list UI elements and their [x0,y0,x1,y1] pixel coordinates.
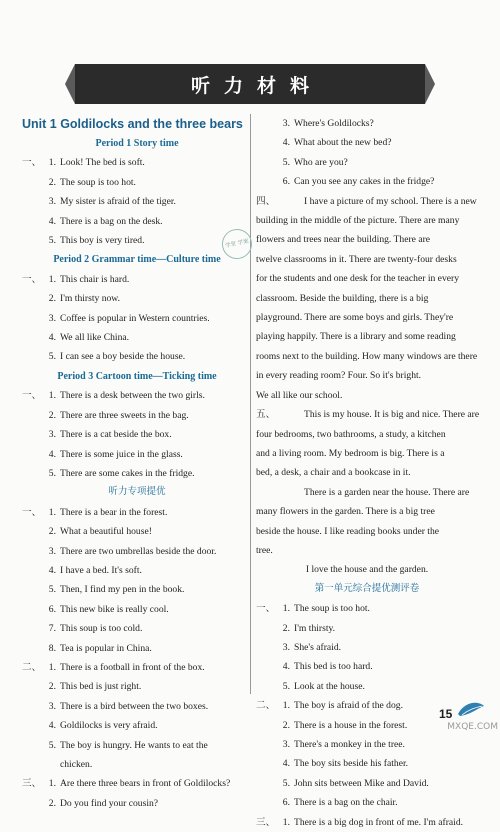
item-number: 4. [282,758,290,770]
section-marker: 二、 [256,700,276,712]
exercise-item [256,619,478,638]
item-text: There is a bear in the forest. [60,506,168,518]
exercise-list [22,658,252,755]
paragraph-line: building in the middle of the picture. There are many [256,215,460,227]
paragraph-line: classroom. Beside the building, there is a big [256,292,429,304]
item-number: 5. [48,584,56,596]
item-text: This bed is just right. [60,681,142,693]
exercise-item [22,794,252,813]
item-number: 4. [282,661,290,673]
item-text: Coffee is popular in Western countries. [60,312,210,324]
exercise-item [256,793,478,812]
item-number: 2. [282,719,290,731]
exercise-item [22,153,252,172]
item-number: 5. [282,680,290,692]
exercise-item [22,347,252,366]
section-marker [256,793,270,812]
item-text: My sister is afraid of the tiger. [60,196,176,208]
item-text: There is a house in the forest. [294,719,408,731]
section-marker: 三、 [22,778,42,790]
section-marker [22,561,36,580]
section-marker [22,328,36,347]
section-marker: 一、 [22,157,42,169]
item-number: 5. [48,467,56,479]
exercise-item [22,406,252,425]
item-number: 6. [282,176,290,188]
item-number: 2. [48,797,56,809]
section-marker [22,192,36,211]
exercise-item [22,328,252,347]
item-number: 3. [48,196,56,208]
item-text: This bed is too hard. [294,661,373,673]
item-text: Where's Goldilocks? [294,118,374,129]
section-marker [22,212,36,231]
exercise-item [22,425,252,444]
section-marker [22,542,36,561]
item-text: Look at the house. [294,680,365,692]
exercise-item [22,677,252,696]
header-banner [75,64,425,104]
section-marker: 五、 [256,409,276,421]
item-text: There is a bag on the chair. [294,797,398,809]
item-number: 2. [48,176,56,188]
item-number: 5. [48,739,56,751]
section-marker [22,580,36,599]
section-marker [22,677,36,696]
item-number: 1. [48,390,56,402]
item-number: 1. [48,506,56,518]
leaf-logo-icon [456,700,486,720]
item-text: I have a bed. It's soft. [60,564,142,576]
section-marker [22,619,36,638]
item-number: 2. [48,526,56,538]
section-marker: 二、 [22,661,42,673]
item-text: Then, I find my pen in the book. [60,584,185,596]
exercise-list [22,270,252,367]
item-number: 5. [282,156,290,168]
paragraph-line: playground. There are some boys and girls. They're [256,312,454,324]
item-number: 6. [48,603,56,615]
section-marker [22,425,36,444]
section-marker [22,639,36,658]
item-text: The boy sits beside his father. [294,758,409,770]
exercise-item [22,580,252,599]
section-marker: 一、 [22,273,42,285]
page-number: 15 [439,707,453,721]
exercise-list [256,114,478,192]
section-marker [256,677,270,696]
item-number: 1. [282,700,290,712]
item-text: There is a cat beside the box. [60,429,172,441]
line-continuation: chicken. [60,759,93,770]
item-text: I can see a boy beside the house. [60,351,186,363]
paragraph-line: playing happily. There is a library and some reading [256,331,456,343]
item-text: Do you find your cousin? [60,797,159,809]
period-heading: Period 1 Story time [95,138,179,149]
exercise-item [22,231,252,250]
exercise-item [256,638,478,657]
period-heading: Period 2 Grammar time—Culture time [53,254,221,266]
section-marker: 一、 [22,390,42,402]
section-marker: 三、 [256,816,276,828]
item-number: 2. [48,409,56,421]
section-marker [256,657,270,676]
item-text: The boy is afraid of the dog. [294,700,403,712]
item-text: This chair is hard. [60,273,130,285]
item-number: 4. [48,720,56,732]
item-number: 3. [48,700,56,712]
exercise-list [256,813,478,832]
section-marker [22,445,36,464]
paragraph-line: four bedrooms, two bathrooms, a study, a kitchen [256,428,446,440]
exercise-item [22,445,252,464]
paragraph-line: I have a picture of my school. There is a new [304,195,477,207]
exercise-item [256,153,478,172]
item-number: 3. [282,118,290,129]
paragraph-four [256,192,478,405]
item-number: 4. [48,448,56,460]
exercise-list [22,153,252,250]
paragraph-five [256,405,478,580]
item-number: 1. [282,603,290,615]
section-marker [256,619,270,638]
item-number: 1. [48,273,56,285]
exercise-item [256,133,478,152]
unit-title: Unit 1 Goldilocks and the three bears [22,117,243,131]
section-marker [22,289,36,308]
item-number: 8. [48,642,56,654]
item-text: What a beautiful house! [60,526,152,538]
paragraph-line: rooms next to the building. How many windows are there [256,350,478,362]
item-text: Are there three bears in front of Goldilocks? [60,778,231,790]
section-marker [22,736,36,755]
item-number: 3. [282,739,290,750]
section-marker [22,697,36,716]
paragraph-line: tree. [256,544,273,556]
section-marker [22,522,36,541]
exercise-item [22,289,252,308]
exercise-item [256,754,478,773]
item-text: There is some juice in the glass. [60,448,183,460]
exercise-item [22,309,252,328]
exercise-item [22,270,252,289]
exercise-item [22,522,252,541]
exercise-item [22,619,252,638]
exercise-item [22,561,252,580]
section-marker [256,153,270,172]
section-marker [22,600,36,619]
exercise-list [22,774,252,813]
exercise-item [256,813,478,832]
item-number: 3. [282,641,290,653]
exercise-list [256,599,478,696]
item-text: There's a monkey in the tree. [294,739,405,750]
item-text: John sits between Mike and David. [294,777,429,789]
item-text: Look! The bed is soft. [60,157,145,169]
section-marker [256,735,270,754]
item-number: 6. [282,797,290,809]
exercise-item [22,542,252,561]
item-number: 7. [48,623,56,635]
section-marker [22,347,36,366]
section-marker [256,133,270,152]
section-marker [256,114,270,133]
item-text: The soup is too hot. [60,176,136,188]
item-text: There is a desk between the two girls. [60,390,205,402]
item-number: 2. [282,622,290,634]
exercise-item [22,386,252,405]
exercise-item [22,658,252,677]
item-number: 3. [48,312,56,324]
exercise-item [256,677,478,696]
section-marker [256,638,270,657]
section-marker: 四、 [256,195,276,207]
paragraph-line: This is my house. It is big and nice. There are [304,409,480,421]
exercise-item [256,657,478,676]
exercise-item [22,212,252,231]
section-marker [256,172,270,191]
section-marker: 一、 [256,603,276,615]
item-text: The boy is hungry. He wants to eat the [60,739,208,751]
left-column [22,114,252,813]
item-number: 3. [48,545,56,557]
section-marker [22,231,36,250]
item-number: 5. [282,777,290,789]
paragraph-line: beside the house. I like reading books under the [256,525,440,537]
item-number: 5. [48,235,56,247]
item-text: There are three sweets in the bag. [60,409,189,421]
section-marker: 一、 [22,506,42,518]
exercise-item [22,192,252,211]
exercise-item [22,503,252,522]
item-number: 2. [48,293,56,305]
exercise-item [22,464,252,483]
item-text: Who are you? [294,156,348,168]
exercise-item [22,774,252,793]
item-text: This boy is very tired. [60,235,145,247]
paragraph-closing: I love the house and the garden. [305,564,429,576]
paragraph-line: twelve classrooms in it. There are twenty-four desks [256,253,457,265]
item-text: She's afraid. [294,641,342,653]
section-marker [256,716,270,735]
item-text: We all like China. [60,332,130,344]
item-text: I'm thirsty. [294,622,336,634]
paragraph-line: and a living room. My bedroom is big. There is a [256,447,445,459]
stamp-icon: 学堂 学案 [219,226,255,262]
section-heading: 听力专项提优 [108,487,166,498]
item-text: Goldilocks is very afraid. [60,720,158,732]
item-text: There is a bag on the desk. [60,215,163,227]
item-text: This new bike is really cool. [60,603,169,615]
item-text: Can you see any cakes in the fridge? [294,176,435,188]
item-text: The soup is too hot. [294,603,370,615]
item-text: I'm thirsty now. [60,293,120,305]
page-title: 听力材料 [190,74,323,97]
item-number: 3. [48,429,56,441]
item-number: 4. [48,332,56,344]
exercise-item [22,697,252,716]
exercise-item [22,173,252,192]
paragraph-line: bed, a desk, a chair and a bookcase in it. [256,467,411,479]
section-marker [22,173,36,192]
item-text: There are two umbrellas beside the door. [60,545,217,557]
exercise-list [22,386,252,483]
section-marker [22,794,36,813]
item-number: 1. [48,778,56,790]
item-text: There is a bird between the two boxes. [60,700,209,712]
section-marker [22,309,36,328]
section-heading: 第一单元综合提优测评卷 [314,583,420,594]
item-number: 1. [48,661,56,673]
item-number: 4. [48,215,56,227]
item-number: 2. [48,681,56,693]
item-number: 4. [282,137,290,149]
item-number: 4. [48,564,56,576]
section-marker [22,464,36,483]
exercise-item [22,736,252,755]
exercise-list [22,503,252,658]
item-text: Tea is popular in China. [60,642,152,654]
exercise-item [256,774,478,793]
item-text: There is a big dog in front of me. I'm afraid. [294,816,464,828]
section-marker [22,406,36,425]
paragraph-line: for the students and one desk for the teacher in every [256,273,459,285]
watermark-text: MXQE.COM [447,722,498,732]
paragraph-line: There is a garden near the house. There are [304,486,470,498]
item-number: 1. [282,816,290,828]
paragraph-line: in every reading room? Four. So it's bright. [256,370,422,382]
exercise-item [22,639,252,658]
paragraph-line: many flowers in the garden. There is a big tree [256,506,435,518]
item-text: There are some cakes in the fridge. [60,467,195,479]
section-marker [256,754,270,773]
item-text: There is a football in front of the box. [60,661,205,673]
exercise-item [256,599,478,618]
item-number: 5. [48,351,56,363]
exercise-item [22,716,252,735]
paragraph-line: We all like our school. [256,389,343,401]
section-marker [256,774,270,793]
exercise-item [22,600,252,619]
exercise-item [256,114,478,133]
paragraph-line: flowers and trees near the building. There are [256,234,431,246]
item-text: What about the new bed? [294,137,392,149]
section-marker [22,716,36,735]
exercise-item [256,172,478,191]
item-number: 1. [48,157,56,169]
period-heading: Period 3 Cartoon time—Ticking time [57,370,217,382]
item-text: This soup is too cold. [60,623,143,635]
